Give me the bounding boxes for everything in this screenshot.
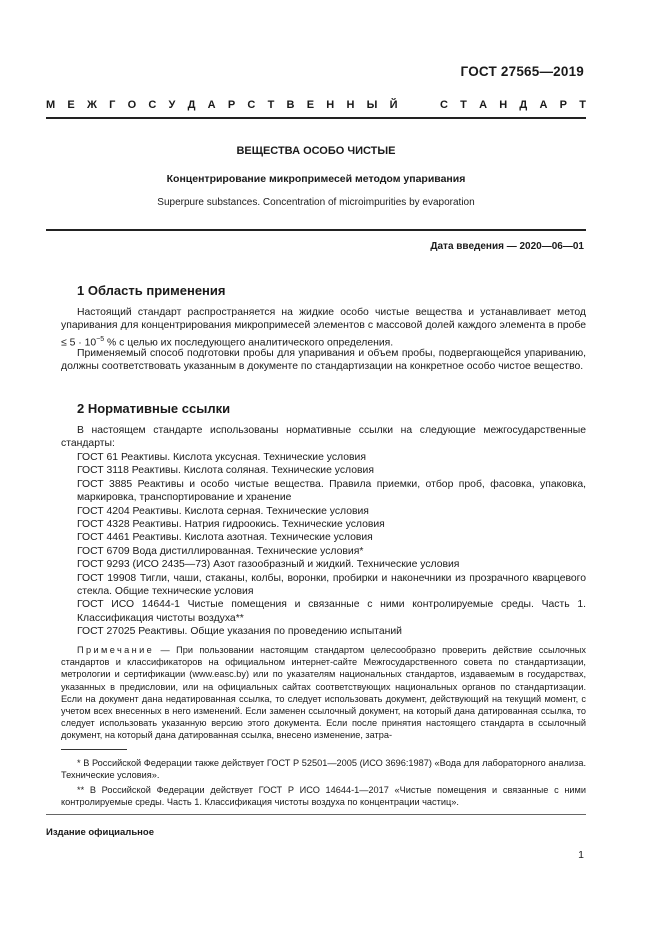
top-rule [46, 117, 586, 119]
reference-item: ГОСТ 3885 Реактивы и особо чистые вещества. Правила приемки, отбор проб, фасовка, упаковка, маркировка, транспортирование и хранение [77, 478, 586, 504]
footer-rule [46, 814, 586, 815]
heading-letter: Т [267, 99, 275, 111]
footnote-separator [61, 749, 127, 750]
footnote-1-text: * В Российской Федерации также действует ГОСТ Р 52501—2005 (ИСО 3696:1987) «Вода для лабораторного анализа. Технические условия». [61, 758, 586, 781]
reference-item: ГОСТ 19908 Тигли, чаши, стаканы, колбы, воронки, пробирки и наконечники из прозрачного кварцевого стекла. Общие технические условия [77, 572, 586, 598]
word-gap [410, 99, 428, 111]
heading-letter: Е [306, 99, 315, 111]
heading-letter: Н [499, 99, 508, 111]
heading-letter: Р [559, 99, 567, 111]
section-2-intro [61, 424, 586, 451]
reference-item: ГОСТ 4204 Реактивы. Кислота серная. Технические условия [77, 505, 369, 517]
heading-letter: Т [460, 99, 467, 111]
note-text: — При пользовании настоящим стандартом целесообразно проверить действие ссылочных стандартов и классификаторов на официальном интернет-сайте Межгосударственного совета по стандартизации, метрологии и сертификации (www.easc.by) или по указателям национальных стандартов, издаваемым в государствах, указанных в предисловии, или на официальных сайтах соответствующих национальных органов по стандартизации. Если на документ дана недатированная ссылка, то следует использовать документ, действующий на текущий момент, с учетом всех внесенных в него изменений. Если заменен ссылочный документ, на который дана датированная ссылка, то следует использовать указанную версию этого документа. Если после принятия настоящего стандарта в ссылочный документ, на который дана датированная ссылка, внесено изменение, затра- [61, 645, 586, 741]
document-number: ГОСТ 27565—2019 [460, 64, 584, 79]
heading-letter: Г [109, 99, 116, 111]
section-1-exponent: −5 [96, 335, 105, 343]
reference-item: ГОСТ 4461 Реактивы. Кислота азотная. Технические условия [77, 532, 373, 544]
section-1-paragraph-1 [61, 306, 586, 350]
introduction-date: Дата введения — 2020—06—01 [430, 241, 584, 252]
note-label: Примечание [77, 645, 155, 655]
heading-letter: Ж [86, 99, 97, 111]
document-subtitle: Концентрирование микропримесей методом упаривания [166, 173, 466, 185]
section-1-heading: 1 Область применения [77, 283, 226, 298]
heading-letter: О [127, 99, 137, 111]
reference-item: ГОСТ 27025 Реактивы. Общие указания по проведению испытаний [77, 626, 402, 638]
section-1-paragraph-2 [61, 347, 586, 374]
heading-letter: Д [519, 99, 528, 111]
reference-item: ГОСТ ИСО 14644-1 Чистые помещения и связанные с ними контролируемые среды. Часть 1. Классификация чистоты воздуха** [77, 599, 586, 624]
reference-item: ГОСТ 4328 Реактивы. Натрия гидроокись. Технические условия [77, 519, 385, 531]
heading-letter: У [168, 99, 176, 111]
footnote-2 [61, 784, 586, 808]
reference-item: ГОСТ 9293 (ИСО 2435—73) Азот газообразный и жидкий. Технические условия [77, 559, 460, 571]
footnote-2-text: ** В Российской Федерации действует ГОСТ Р ИСО 14644-1—2017 «Чистые помещения и связанные с ними контролируемые среды. Часть 1. Классификация чистоты воздуха по концентрации частиц». [61, 785, 586, 808]
reference-item: ГОСТ 61 Реактивы. Кислота уксусная. Технические условия [77, 452, 366, 463]
heading-letter: А [539, 99, 548, 111]
section-1-paragraph-2-text: Применяемый способ подготовки пробы для упаривания и объем пробы, подвергающейся упариванию, должны соответствовать указанным в документе по стандартизации на конкретное особо чистое вещество. [61, 348, 586, 373]
reference-item: ГОСТ 6709 Вода дистиллированная. Технические условия* [77, 545, 364, 557]
heading-letter: А [479, 99, 488, 111]
heading-letter: С [148, 99, 157, 111]
note-paragraph [61, 644, 586, 742]
reference-item: ГОСТ 3118 Реактивы. Кислота соляная. Технические условия [77, 465, 374, 477]
english-title: Superpure substances. Concentration of microimpurities by evaporation [157, 197, 475, 208]
heading-letter: Н [346, 99, 355, 111]
heading-letter: В [286, 99, 295, 111]
heading-letter: Н [326, 99, 335, 111]
heading-letter: А [207, 99, 216, 111]
section-1-paragraph-1-text-a: Настоящий стандарт распространяется на жидкие особо чистые вещества и устанавливает метод упаривания для концентрирования микропримесей элементов с массовой долей каждого элемента в пробе ≤ 5 · 10 [61, 307, 586, 349]
heading-letter: Т [579, 99, 586, 111]
heading-letter: Ы [366, 99, 378, 111]
normative-references-list [61, 451, 586, 639]
heading-letter: С [439, 99, 448, 111]
heading-letter: М [46, 99, 56, 111]
footnote-1 [61, 757, 586, 781]
document-title: ВЕЩЕСТВА ОСОБО ЧИСТЫЕ [236, 145, 396, 157]
heading-letter: Д [187, 99, 196, 111]
page-number: 1 [578, 849, 584, 861]
heading-letter: Й [389, 99, 398, 111]
heading-letter: Р [227, 99, 236, 111]
standard-type-heading [46, 99, 586, 111]
official-edition-label: Издание официальное [46, 827, 154, 838]
title-rule [46, 229, 586, 231]
section-1-paragraph-1-text-b: % с целью их последующего аналитического определения. [104, 337, 394, 349]
heading-letter: Е [67, 99, 75, 111]
heading-letter: С [247, 99, 256, 111]
section-2-heading: 2 Нормативные ссылки [77, 401, 231, 416]
section-2-intro-text: В настоящем стандарте использованы нормативные ссылки на следующие межгосударственные стандарты: [61, 425, 586, 450]
